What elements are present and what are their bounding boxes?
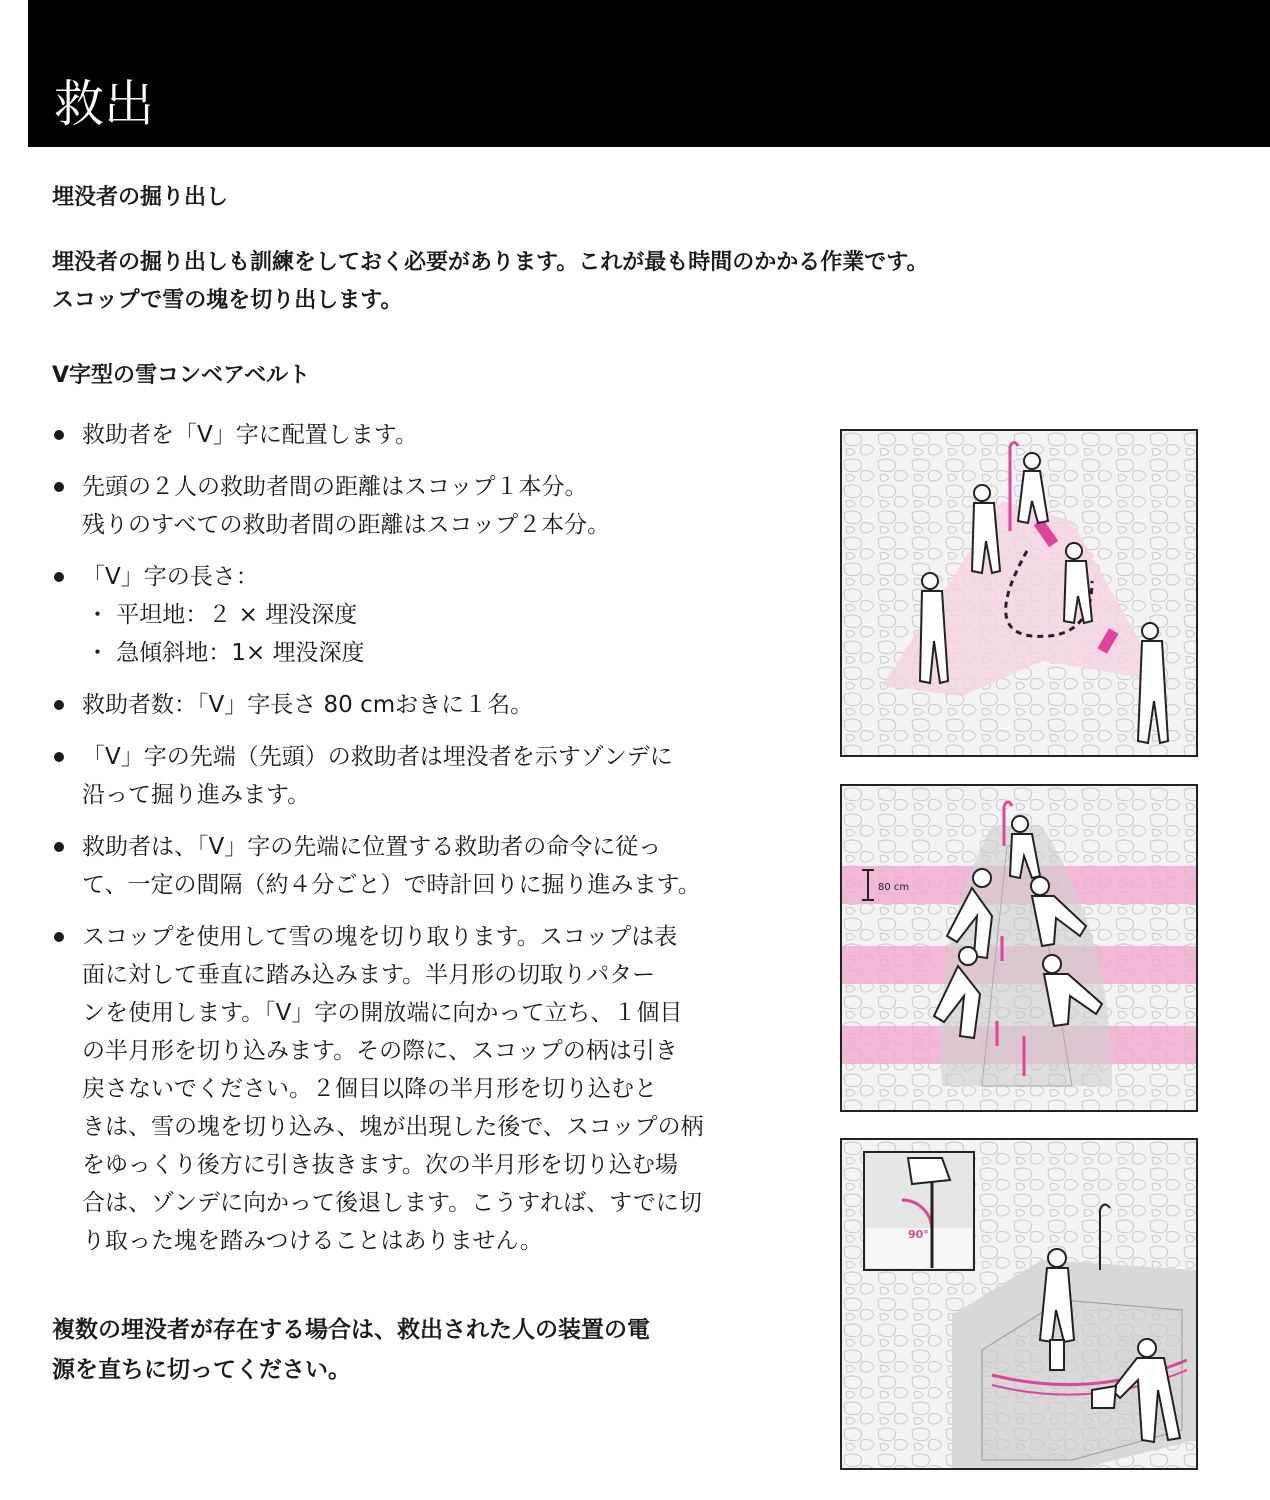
bullet-text: 戻さないでください。２個目以降の半月形を切り込むと [82, 1076, 657, 1102]
bullet-dot-icon [54, 752, 64, 762]
figure-v-formation [840, 429, 1198, 757]
bullet-text: きは、雪の塊を切り込み、塊が出現した後で、スコップの柄 [82, 1114, 704, 1140]
figure-conveyor-bands [840, 784, 1198, 1112]
bullet-subitem: ・ 平坦地：２ × 埋没深度 [86, 602, 358, 628]
bullet-item [52, 416, 792, 454]
bullet-dot-icon [54, 430, 64, 440]
bullet-item [52, 686, 792, 724]
intro-line: 埋没者の掘り出しも訓練をしておく必要があります。これが最も時間のかかる作業です。 [52, 250, 929, 275]
bullet-text: 「V」字の長さ： [82, 564, 259, 590]
bullet-dot-icon [54, 700, 64, 710]
bullet-text: 救助者を「V」字に配置します。 [82, 422, 418, 448]
bullet-text: 救助者数：「V」字長さ 80 cmおきに１名。 [82, 692, 534, 718]
intro-paragraph [52, 244, 1232, 320]
bullet-dot-icon [54, 572, 64, 582]
final-note [52, 1310, 792, 1390]
bullet-dot-icon [54, 932, 64, 942]
bullet-text: 沿って掘り進みます。 [82, 782, 311, 808]
bullet-text: 先頭の２人の救助者間の距離はスコップ１本分。 [82, 474, 588, 500]
bullet-dot-icon [54, 482, 64, 492]
bullet-text: の半月形を切り込みます。その際に、スコップの柄は引き [82, 1038, 678, 1064]
final-note-line: 源を直ちに切ってください。 [52, 1357, 351, 1383]
bullet-text: 合は、ゾンデに向かって後退します。こうすれば、すでに切 [82, 1190, 702, 1216]
section-heading-excavation: 埋没者の掘り出し [52, 185, 229, 210]
conveyor-illustration [842, 786, 1196, 1110]
intro-line: スコップで雪の塊を切り出します。 [52, 288, 403, 313]
page-title: 救出 [54, 75, 154, 133]
bullet-text: 救助者は、「V」字の先端に位置する救助者の命令に従っ [82, 834, 662, 860]
bullet-text: 「V」字の先端（先頭）の救助者は埋没者を示すゾンデに [82, 744, 673, 770]
header-bar [28, 0, 1270, 147]
angle-label: 90° [908, 1228, 929, 1241]
bullet-item [52, 558, 792, 672]
bullet-dot-icon [54, 842, 64, 852]
bullet-text: 残りのすべての救助者間の距離はスコップ２本分。 [82, 512, 611, 538]
bullet-text: をゆっくり後方に引き抜きます。次の半月形を切り込む場 [82, 1152, 678, 1178]
bullet-text: ンを使用します。「V」字の開放端に向かって立ち、１個目 [82, 1000, 683, 1026]
bullet-text: 面に対して垂直に踏み込みます。半月形の切取りパター [82, 962, 656, 988]
bullet-item [52, 918, 792, 1260]
final-note-line: 複数の埋没者が存在する場合は、救出された人の装置の電 [52, 1317, 650, 1343]
section-heading-conveyor: V字型の雪コンベアベルト [52, 363, 311, 388]
figure-digging-detail [840, 1138, 1198, 1470]
bullet-list [52, 416, 792, 1260]
digging-illustration [842, 1140, 1196, 1468]
bullet-item [52, 468, 792, 544]
band-height-label: 80 cm [878, 882, 910, 893]
bullet-text: て、一定の間隔（約４分ごと）で時計回りに掘り進みます。 [82, 872, 701, 898]
v-formation-illustration [842, 431, 1196, 755]
bullet-text: スコップを使用して雪の塊を切り取ります。スコップは表 [82, 924, 678, 950]
bullet-text: り取った塊を踏みつけることはありません。 [82, 1228, 543, 1254]
bullet-subitem: ・ 急傾斜地：1× 埋没深度 [86, 640, 365, 666]
bullet-item [52, 828, 792, 904]
bullet-item [52, 738, 792, 814]
